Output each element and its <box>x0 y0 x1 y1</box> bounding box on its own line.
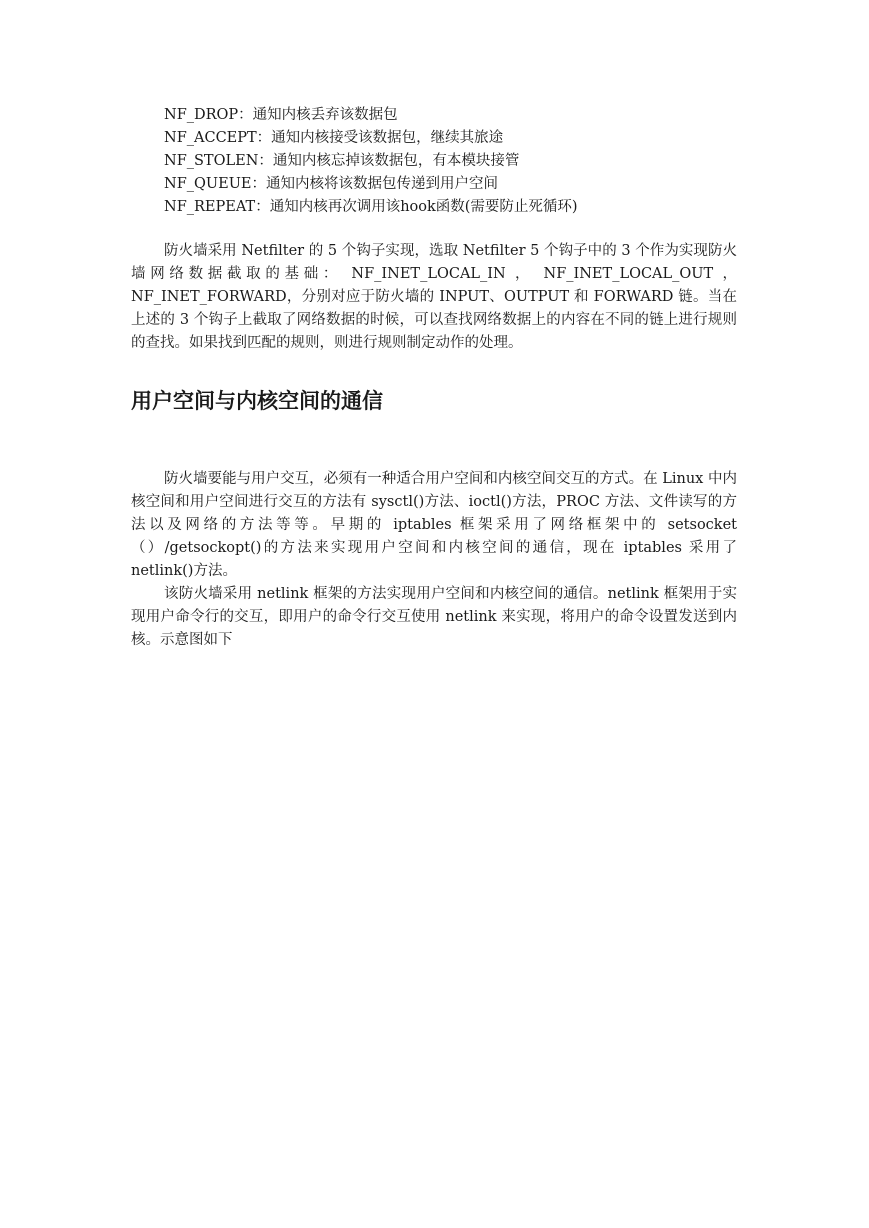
netlink-paragraph: 该防火墙采用 netlink 框架的方法实现用户空间和内核空间的通信。netlink 框架用于实现用户命令行的交互，即用户的命令行交互使用 netlink 来实现，将用户的命令设置发送到内核。示意图如下 <box>131 586 737 648</box>
section-heading: 用户空间与内核空间的通信 <box>131 389 383 413</box>
firewall-hooks-paragraph: 防火墙采用 Netfilter 的 5 个钩子实现，选取 Netfilter 5 个钩子中的 3 个作为实现防火墙网络数据截取的基础： NF_INET_LOCAL_IN ， NF_INET_LOCAL_OUT ，NF_INET_FORWARD，分别对应于防火墙的 INPUT、OUTPUT 和 FORWARD 链。当在上述的 3 个钩子上截取了网络数据的时候，可以查找网络数据上的内容在不同的链上进行规则的查找。如果找到匹配的规则，则进行规则制定动作的处理。 <box>131 243 737 351</box>
netfilter-return-values-list <box>164 104 764 219</box>
return-value-nf-repeat: NF_REPEAT：通知内核再次调用该hook函数(需要防止死循环) <box>164 199 578 215</box>
return-value-nf-queue: NF_QUEUE：通知内核将该数据包传递到用户空间 <box>164 176 498 192</box>
return-value-nf-stolen: NF_STOLEN：通知内核忘掉该数据包，有本模块接管 <box>164 153 520 169</box>
communication-paragraph: 防火墙要能与用户交互，必须有一种适合用户空间和内核空间交互的方式。在 Linux 中内核空间和用户空间进行交互的方法有 sysctl()方法、ioctl()方法，PROC 方法、文件读写的方法以及网络的方法等等。早期的 iptables 框架采用了网络框架中的 setsocket（）/getsockopt()的方法来实现用户空间和内核空间的通信，现在 iptables 采用了 netlink()方法。 <box>131 471 737 579</box>
return-value-nf-drop: NF_DROP：通知内核丢弃该数据包 <box>164 107 398 123</box>
return-value-nf-accept: NF_ACCEPT：通知内核接受该数据包，继续其旅途 <box>164 130 504 146</box>
